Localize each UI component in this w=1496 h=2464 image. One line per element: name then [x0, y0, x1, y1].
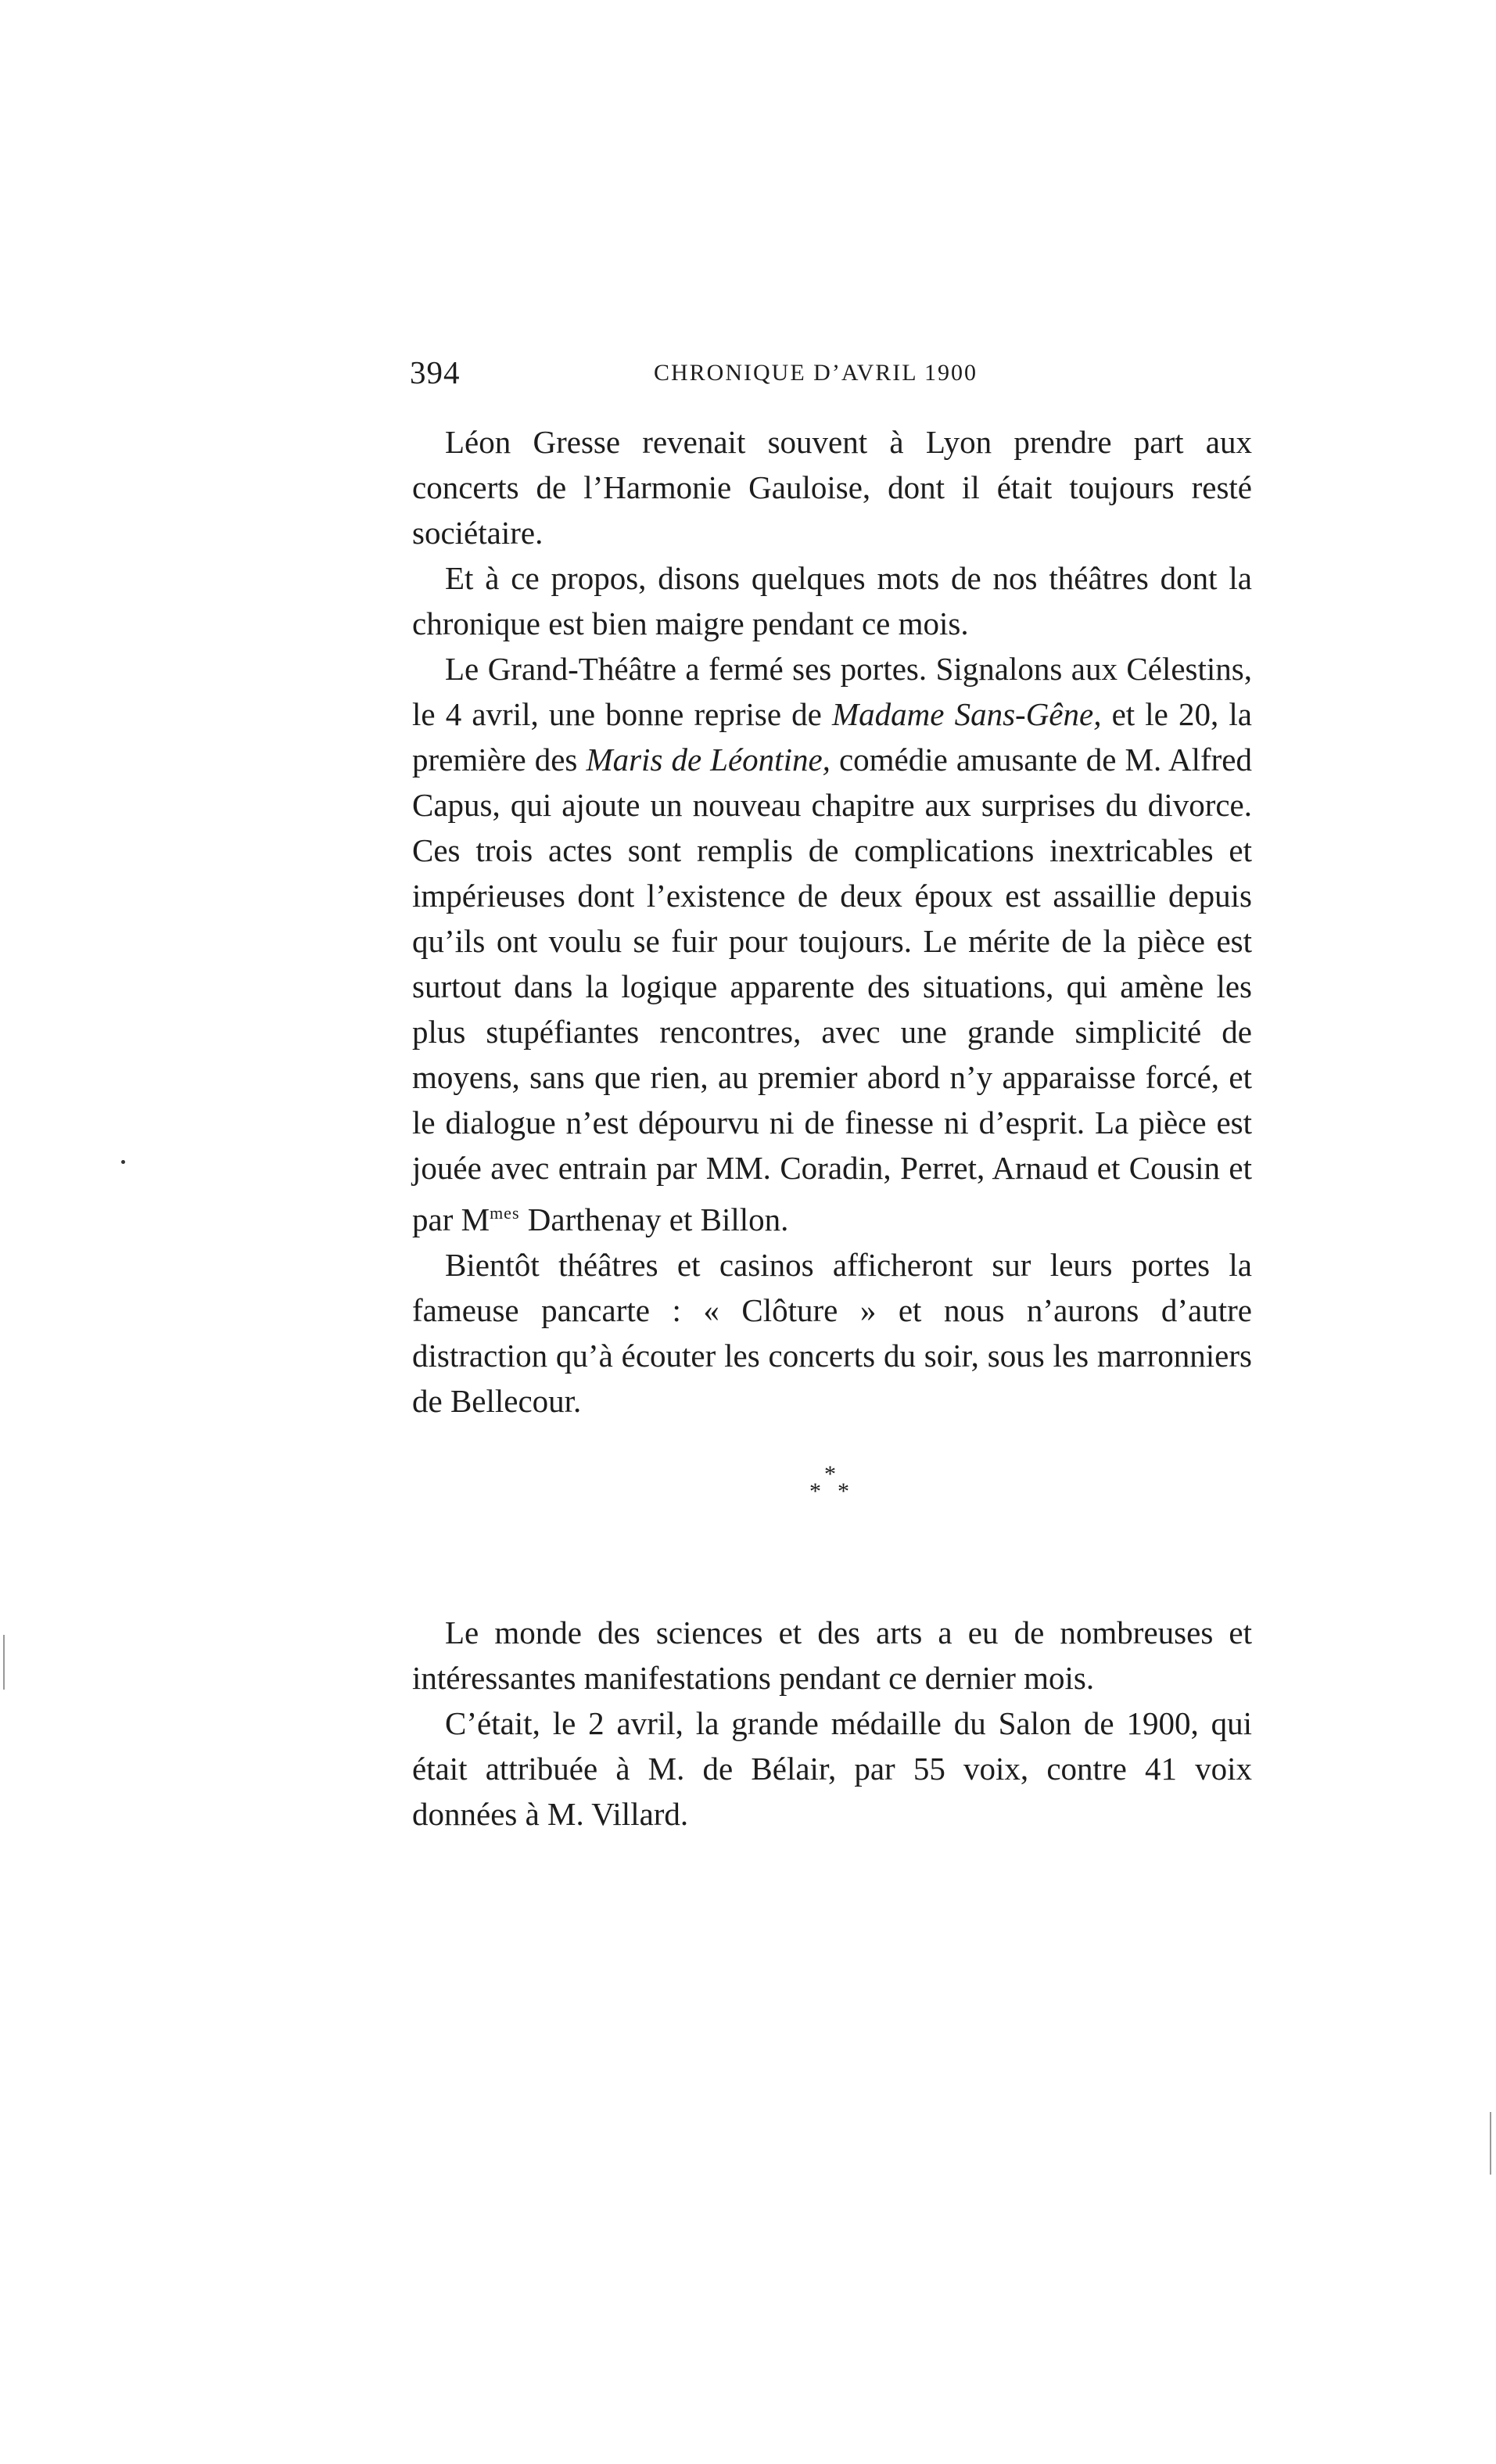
page-header	[410, 354, 1251, 400]
asterism-star-left: *	[809, 1478, 821, 1504]
scan-margin-mark-left	[3, 1635, 5, 1690]
asterism-separator	[412, 1463, 1252, 1510]
asterism-star-right: *	[838, 1478, 849, 1504]
body-text	[412, 419, 1252, 1837]
page-number: 394	[410, 354, 461, 390]
paragraph-5: Le monde des sciences et des arts a eu de nombreuses et intéressantes manifestations pendant ce dernier mois.	[412, 1615, 1252, 1696]
superscript-mes: mes	[490, 1203, 520, 1223]
play-title-madame-sans-gene: Madame Sans-Gêne,	[832, 696, 1102, 732]
paragraph-3	[412, 646, 1252, 1242]
paragraph-3-text-d: Darthenay et Billon.	[519, 1201, 789, 1237]
section-break	[412, 1424, 1252, 1610]
paragraph-6: C’était, le 2 avril, la grande médaille du Salon de 1900, qui était attribuée à M. de Bélair, par 55 voix, contre 41 voix données à M. Villard.	[412, 1705, 1252, 1832]
scan-margin-mark-right	[1490, 2112, 1491, 2175]
paragraph-4: Bientôt théâtres et casinos afficheront sur leurs portes la fameuse pancarte : « Clôture » et nous n’aurons d’autre distraction qu’à écouter les concerts du soir, sous les marronniers de Bellecour.	[412, 1247, 1252, 1419]
running-title: CHRONIQUE D’AVRIL 1900	[654, 360, 978, 386]
asterism-star-top: *	[824, 1461, 836, 1487]
paragraph-3-text-c: comédie amusante de M. Alfred Capus, qui ajoute un nouveau chapitre aux surprises du divorce. Ces trois actes sont remplis de complications inextricables et impérieuses dont l’existence de deux époux est assaillie depuis qu’ils ont voulu se fuir pour toujours. Le mérite de la pièce est surtout dans la logique apparente des situations, qui amène les plus stupéfiantes rencontres, avec une grande simplicité de moyens, sans que rien, au premier abord n’y apparaisse forcé, et le dialogue n’est dépourvu ni de finesse ni d’esprit. La pièce est jouée avec entrain par MM. Coradin, Perret, Arnaud et Cousin et par M	[412, 742, 1252, 1237]
paragraph-3-text-a: Le Grand-Théâtre a fermé ses portes. Signalons aux Célestins, le 4 avril, une bonne reprise de	[412, 651, 1252, 732]
paragraph-3-text-b: et le 20, la première des	[412, 696, 1252, 778]
play-title-maris-de-leontine: Maris de Léontine,	[586, 742, 831, 778]
paragraph-1: Léon Gresse revenait souvent à Lyon prendre part aux concerts de l’Harmonie Gauloise, dont il était toujours resté sociétaire.	[412, 424, 1252, 551]
paragraph-2: Et à ce propos, disons quelques mots de nos théâtres dont la chronique est bien maigre pendant ce mois.	[412, 560, 1252, 641]
scan-speck	[121, 1160, 125, 1164]
